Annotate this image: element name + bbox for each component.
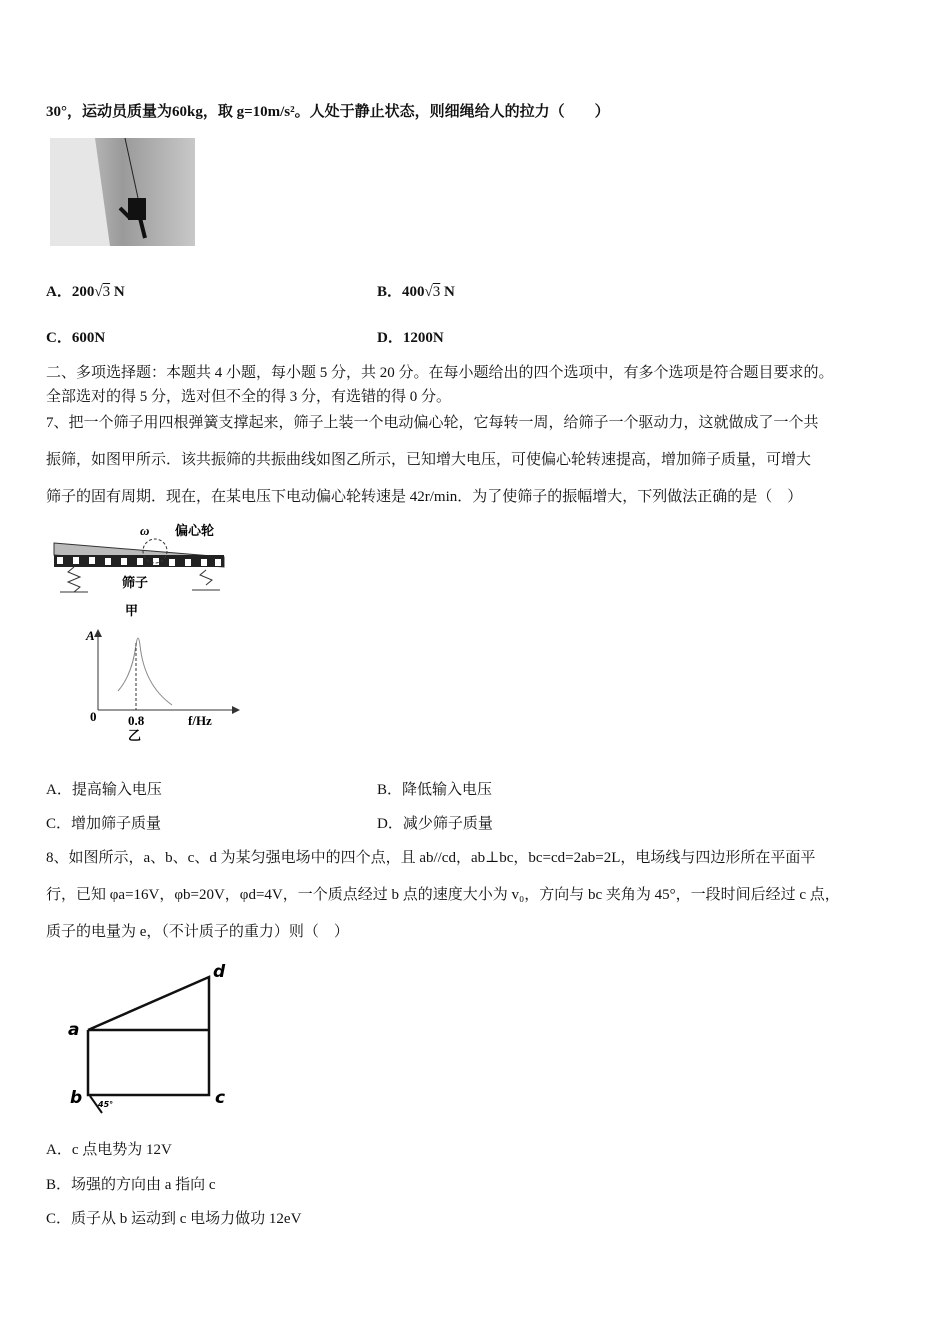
section2-line1: 二、多项选择题：本题共 4 小题，每小题 5 分，共 20 分。在每小题给出的四个选项中，有多个选项是符合题目要求的。 xyxy=(46,365,834,381)
climber-photo xyxy=(50,138,195,246)
q8-line2: 行，已知 φa=16V，φb=20V，φd=4V，一个质点经过 b 点的速度大小为 v₀，方向与 bc 夹角为 45°，一段时间后经过 c 点， xyxy=(46,887,840,903)
point-d-label: d xyxy=(213,962,226,982)
angle-label: 45° xyxy=(98,1100,114,1109)
figure-yi-caption: 乙 xyxy=(128,728,142,743)
y-axis-label: A xyxy=(86,628,95,643)
sieve-label: 筛子 xyxy=(122,575,149,590)
point-c-label: c xyxy=(215,1088,226,1108)
q8-line3: 质子的电量为 e，（不计质子的重力）则（ ） xyxy=(46,924,349,940)
figure-jia-caption: 甲 xyxy=(125,603,139,618)
q6-option-d[interactable]: D．1200N xyxy=(377,330,444,346)
q7-option-d[interactable]: D．减少筛子质量 xyxy=(377,816,493,832)
q7-line2: 振筛，如图甲所示．该共振筛的共振曲线如图乙所示，已知增大电压，可使偏心轮转速提高，增加筛子质量，可增大 xyxy=(46,452,812,468)
q8-option-c[interactable]: C．质子从 b 运动到 c 电场力做功 12eV xyxy=(46,1211,302,1227)
q8-line1: 8、如图所示，a、b、c、d 为某匀强电场中的四个点，且 ab//cd，ab⊥bc，bc=cd=2ab=2L，电场线与四边形所在平面平 xyxy=(46,850,816,866)
q6-option-a[interactable]: A．200√3 N xyxy=(46,284,125,300)
q7-option-c[interactable]: C．增加筛子质量 xyxy=(46,816,162,832)
x-axis-label: f/Hz xyxy=(188,713,212,728)
point-b-label: b xyxy=(70,1088,83,1108)
tick-label: 0.8 xyxy=(128,713,145,728)
q6-option-c[interactable]: C．600N xyxy=(46,330,106,346)
origin-label: 0 xyxy=(90,709,97,724)
q7-line3: 筛子的固有周期．现在，在某电压下电动偏心轮转速是 42r/min．为了使筛子的振幅增大，下列做法正确的是（ ） xyxy=(46,489,803,505)
point-a-label: a xyxy=(68,1020,80,1040)
q7-option-a[interactable]: A．提高输入电压 xyxy=(46,782,162,798)
q6-stem: 30°，运动员质量为60kg，取 g=10m/s²。人处于静止状态，则细绳给人的拉力（ ） xyxy=(46,104,610,120)
q8-option-b[interactable]: B．场强的方向由 a 指向 c xyxy=(46,1177,216,1193)
section2-line2: 全部选对的得 5 分，选对但不全的得 3 分，有选错的得 0 分。 xyxy=(46,389,452,405)
omega-label: ω xyxy=(140,523,150,538)
field-figure xyxy=(60,955,250,1125)
q6-option-b[interactable]: B．400√3 N xyxy=(377,284,455,300)
wheel-label: 偏心轮 xyxy=(175,523,215,538)
sieve-figure xyxy=(40,515,240,745)
q8-option-a[interactable]: A．c 点电势为 12V xyxy=(46,1142,172,1158)
q7-line1: 7、把一个筛子用四根弹簧支撑起来，筛子上装一个电动偏心轮，它每转一周，给筛子一个驱动力，这就做成了一个共 xyxy=(46,415,819,431)
q7-option-b[interactable]: B．降低输入电压 xyxy=(377,782,493,798)
